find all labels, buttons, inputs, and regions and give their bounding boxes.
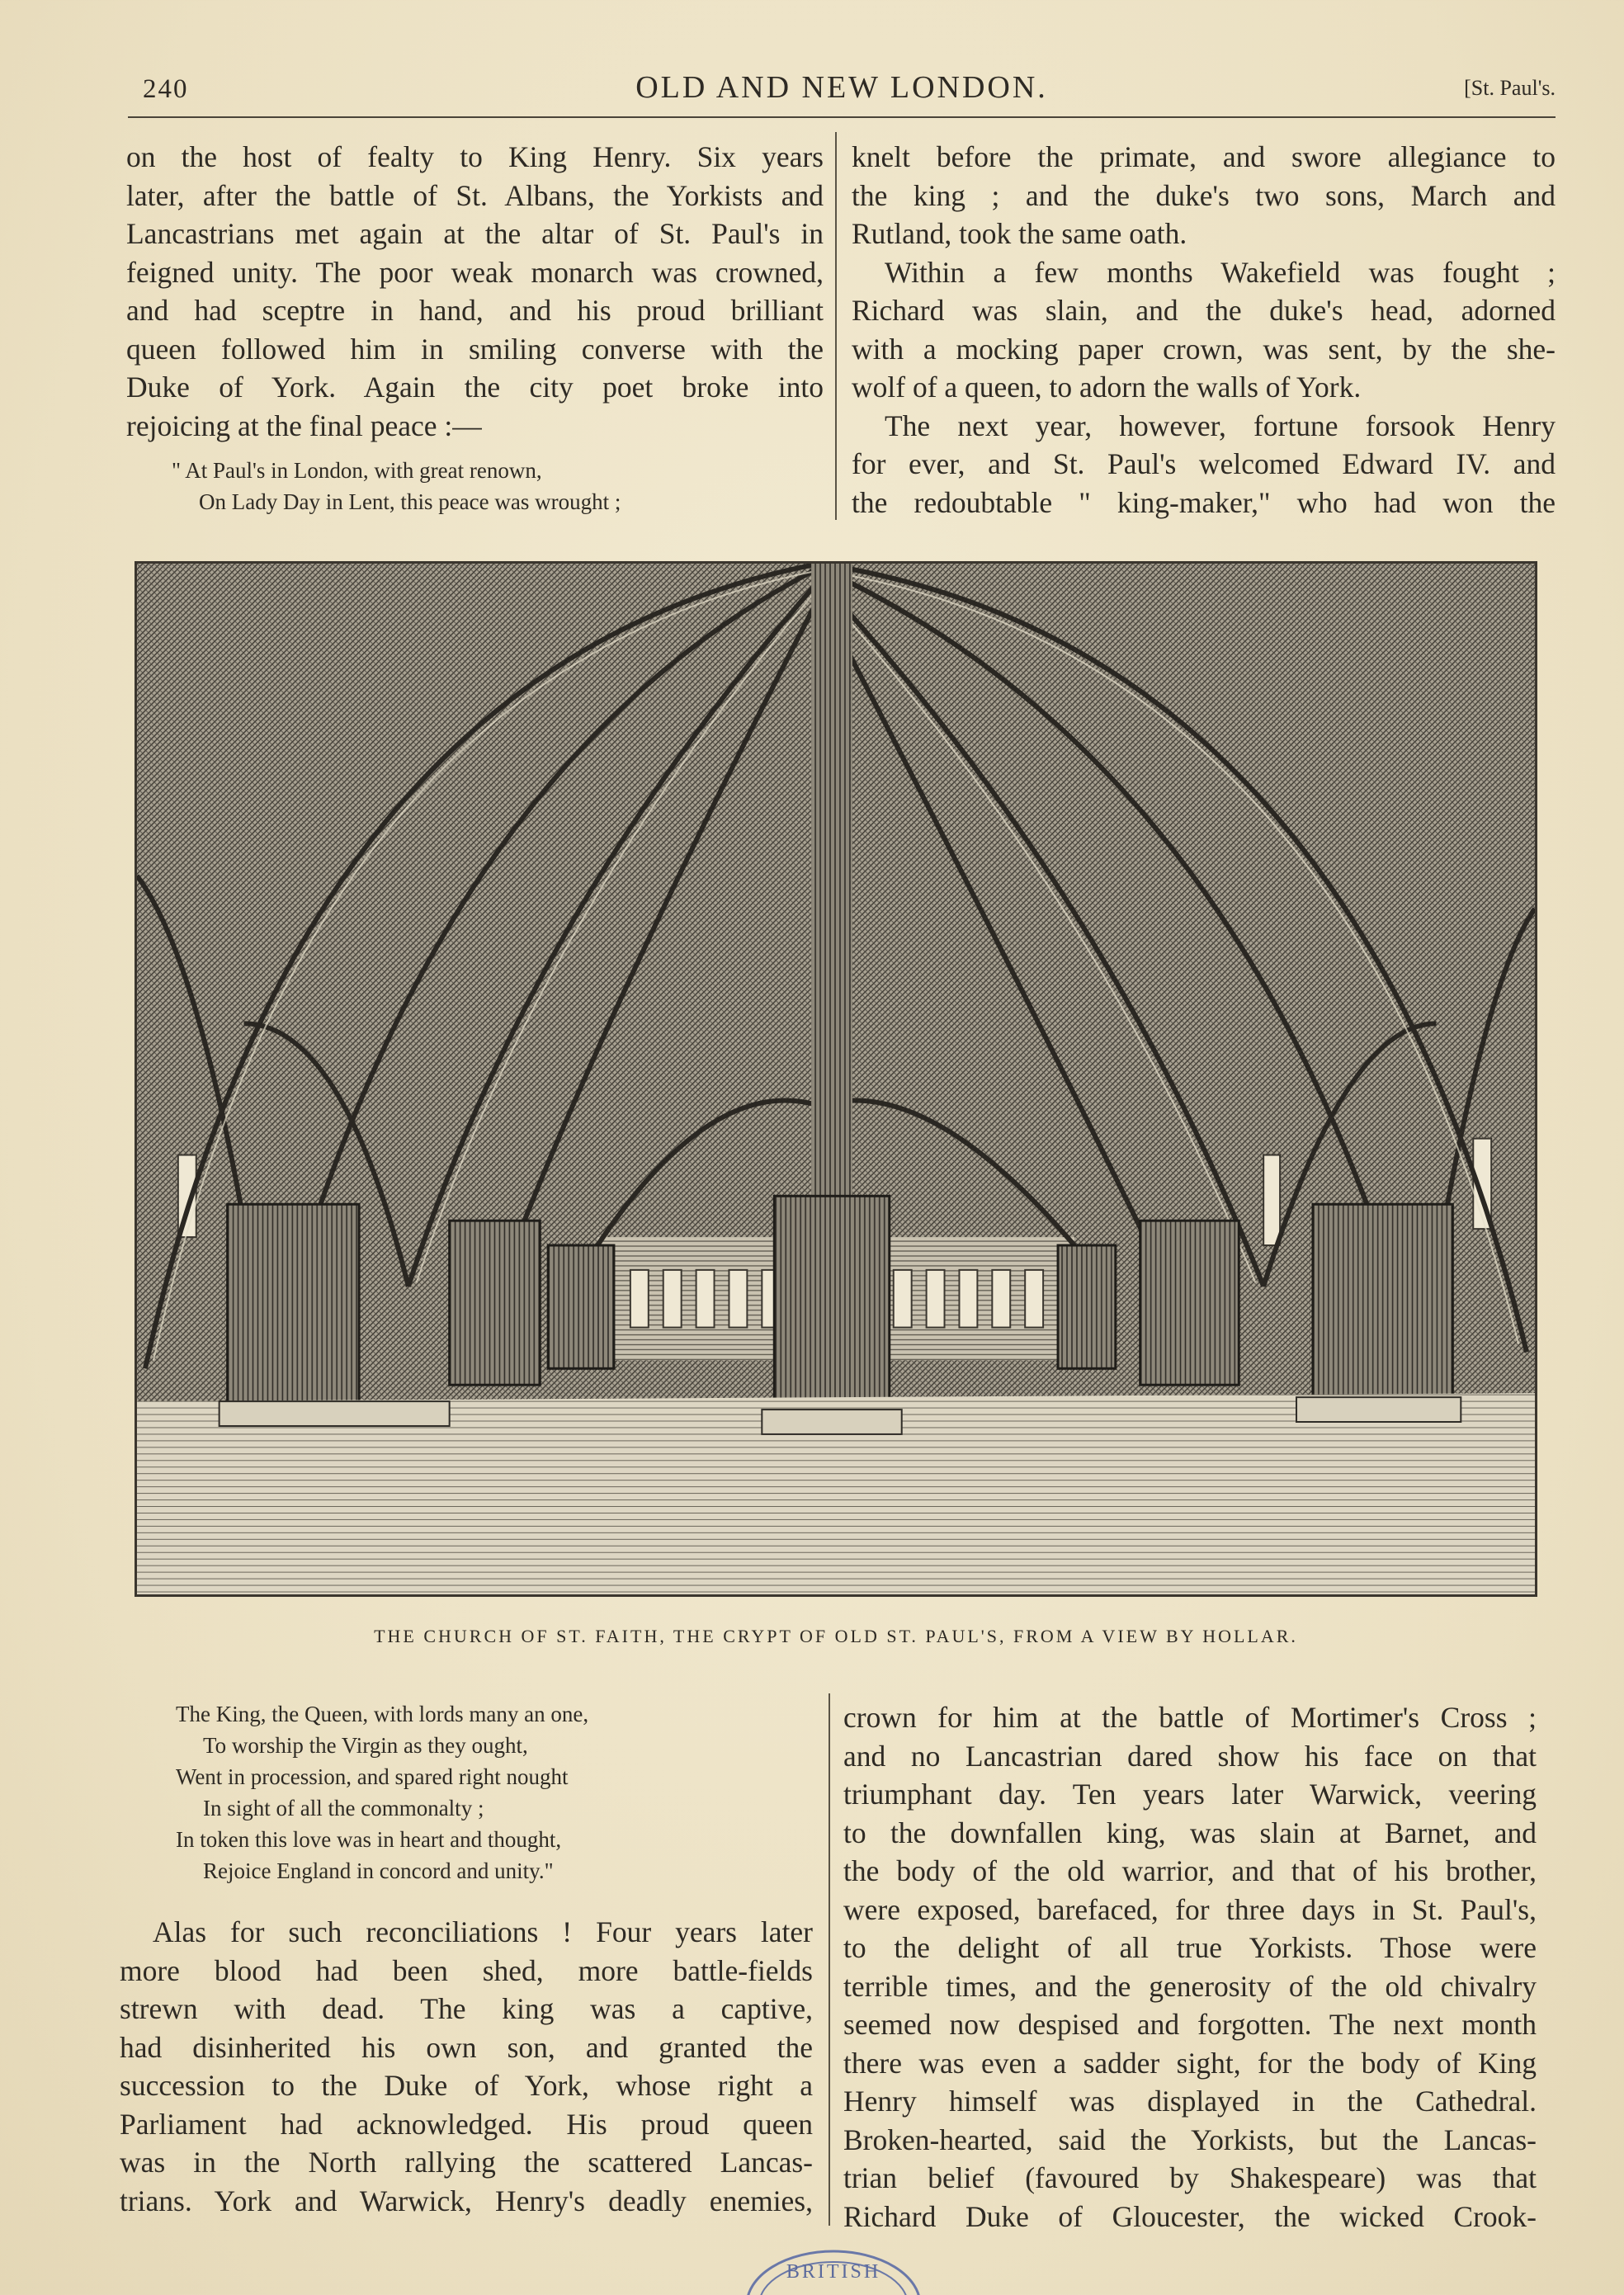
- text-line: Lancastrians met again at the altar of St. Paul's in: [126, 217, 824, 250]
- text-line: wolf of a queen, to adorn the walls of York.: [852, 371, 1362, 404]
- text-line: was in the North rallying the scattered Lancas-: [120, 2146, 813, 2179]
- paragraph-bottom-left: [120, 1913, 813, 2220]
- text-line: Rutland, took the same oath.: [852, 217, 1187, 250]
- verse-line: The King, the Queen, with lords many an one,: [176, 1702, 589, 1726]
- verse-line: In sight of all the commonalty ;: [203, 1796, 484, 1820]
- figure-caption: THE CHURCH OF ST. FAITH, THE CRYPT OF OLD ST. PAUL'S, FROM A VIEW BY HOLLAR.: [374, 1626, 1298, 1646]
- text-line: Richard was slain, and the duke's head, adorned: [852, 294, 1556, 327]
- text-line: feigned unity. The poor weak monarch was crowned,: [126, 255, 824, 289]
- text-line: strewn with dead. The king was a captive,: [120, 1992, 813, 2025]
- column-divider-top: [835, 132, 837, 520]
- text-line: Alas for such reconciliations ! Four years later: [153, 1915, 813, 1948]
- text-line: more blood had been shed, more battle-fields: [120, 1953, 813, 1987]
- text-line: later, after the battle of St. Albans, the Yorkists and: [126, 178, 824, 212]
- text-line: and had sceptre in hand, and his proud brilliant: [126, 294, 824, 327]
- text-line: Broken-hearted, said the Yorkists, but the Lancas-: [843, 2123, 1537, 2156]
- page-number: 240: [143, 74, 189, 104]
- column-bottom-right: [843, 1698, 1537, 2236]
- verse-line: On Lady Day in Lent, this peace was wrought ;: [199, 489, 621, 514]
- text-line: the redoubtable " king-maker," who had won the: [852, 485, 1556, 519]
- text-line: with a mocking paper crown, was sent, by the she-: [852, 332, 1556, 366]
- text-line: the king ; and the duke's two sons, March and: [852, 178, 1556, 212]
- text-line: queen followed him in smiling converse with the: [126, 332, 824, 366]
- text-line: were exposed, barefaced, for three days in St. Paul's,: [843, 1892, 1537, 1926]
- text-line: Parliament had acknowledged. His proud queen: [120, 2107, 813, 2141]
- text-line: trian belief (favoured by Shakespeare) was that: [843, 2161, 1537, 2194]
- text-line: there was even a sadder sight, for the body of King: [843, 2046, 1537, 2080]
- verse-top: [172, 455, 824, 517]
- text-line: rejoicing at the final peace :—: [126, 408, 482, 442]
- text-line: Henry himself was displayed in the Cathedral.: [843, 2085, 1537, 2118]
- verse-line: Went in procession, and spared right nought: [176, 1764, 569, 1789]
- stamp-seal-icon: [743, 2243, 924, 2295]
- text-line: crown for him at the battle of Mortimer's Cross ;: [843, 1701, 1537, 1734]
- crypt-illustration: [135, 561, 1537, 1597]
- column-divider-bottom: [829, 1693, 830, 2226]
- text-line: and no Lancastrian dared show his face on that: [843, 1739, 1537, 1773]
- section-label: [St. Paul's.: [1464, 76, 1556, 100]
- text-line: knelt before the primate, and swore allegiance to: [852, 140, 1556, 173]
- stamp-text: BRITISH: [786, 2261, 881, 2283]
- verse-bottom: [176, 1698, 813, 1887]
- column-top-left: [126, 138, 824, 517]
- text-line: Duke of York. Again the city poet broke into: [126, 371, 824, 404]
- verse-line: Rejoice England in concord and unity.": [203, 1858, 554, 1883]
- paragraph-top-right-3: [852, 407, 1556, 522]
- running-header: [128, 68, 1556, 117]
- paragraph-top-left: [126, 138, 824, 445]
- verse-line: To worship the Virgin as they ought,: [203, 1733, 528, 1758]
- text-line: terrible times, and the generosity of the old chivalry: [843, 1969, 1537, 2003]
- text-line: to the downfallen king, was slain at Barnet, and: [843, 1816, 1537, 1849]
- crypt-engraving-image: [137, 564, 1535, 1594]
- library-stamp: [743, 2243, 924, 2295]
- text-line: seemed now despised and forgotten. The next month: [843, 2008, 1537, 2041]
- text-line: Richard Duke of Gloucester, the wicked Crook-: [843, 2199, 1537, 2233]
- paragraph-top-right-2: [852, 253, 1556, 407]
- text-line: had disinherited his own son, and granted the: [120, 2030, 813, 2064]
- verse-line: " At Paul's in London, with great renown,: [172, 458, 542, 483]
- text-line: The next year, however, fortune forsook Henry: [885, 408, 1556, 442]
- paragraph-bottom-right: [843, 1698, 1537, 2236]
- running-title: OLD AND NEW LONDON.: [635, 70, 1048, 105]
- text-line: for ever, and St. Paul's welcomed Edward IV. and: [852, 447, 1556, 480]
- text-line: trians. York and Warwick, Henry's deadly enemies,: [120, 2184, 813, 2217]
- text-line: on the host of fealty to King Henry. Six years: [126, 140, 824, 173]
- column-top-right: [852, 138, 1556, 522]
- text-line: the body of the old warrior, and that of his brother,: [843, 1854, 1537, 1887]
- text-line: triumphant day. Ten years later Warwick, veering: [843, 1778, 1537, 1811]
- verse-line: In token this love was in heart and thought,: [176, 1827, 562, 1852]
- paragraph-top-right-1: [852, 138, 1556, 253]
- column-bottom-left: [120, 1698, 813, 2220]
- text-line: Within a few months Wakefield was fought ;: [885, 255, 1556, 289]
- header-rule: [128, 116, 1556, 118]
- text-line: succession to the Duke of York, whose right a: [120, 2069, 813, 2102]
- text-line: to the delight of all true Yorkists. Those were: [843, 1931, 1537, 1964]
